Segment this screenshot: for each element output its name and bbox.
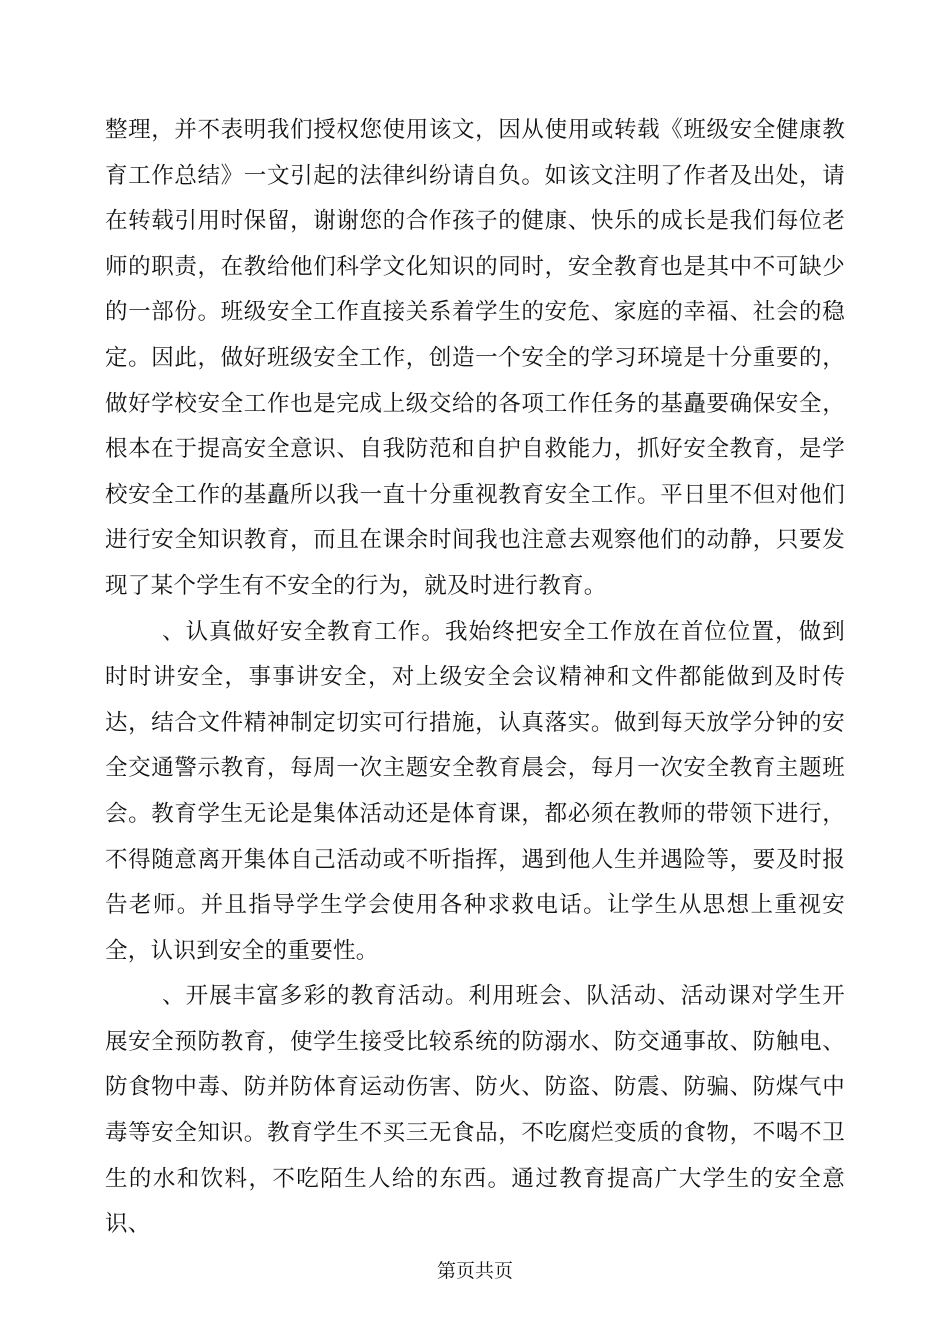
page-footer: 第页共页: [436, 1260, 513, 1282]
document-body: [105, 108, 845, 1248]
paragraph-2: 、认真做好安全教育工作。我始终把安全工作放在首位位置，做到时时讲安全，事事讲安全，对上级安全会议精神和文件都能做到及时传达，结合文件精神制定切实可行措施，认真落实。做到每天放学分钟的安全交通警示教育，每周一次主题安全教育晨会，每月一次安全教育主题班会。教育学生无论是集体活动还是体育课，都必须在教师的带领下进行，不得随意离开集体自己活动或不听指挥，遇到他人生并遇险等，要及时报告老师。并且指导学生学会使用各种求救电话。让学生从思想上重视安全，认识到安全的重要性。: [105, 618, 845, 964]
paragraph-3: 、开展丰富多彩的教育活动。利用班会、队活动、活动课对学生开展安全预防教育，使学生接受比较系统的防溺水、防交通事故、防触电、防食物中毒、防并防体育运动伤害、防火、防盗、防震、防骗、防煤气中毒等安全知识。教育学生不买三无食品，不吃腐烂变质的食物，不喝不卫生的水和饮料，不吃陌生人给的东西。通过教育提高广大学生的安全意识、: [105, 983, 845, 1238]
paragraph-1: 整理，并不表明我们授权您使用该文，因从使用或转载《班级安全健康教育工作总结》一文引起的法律纠纷请自负。如该文注明了作者及出处，请在转载引用时保留，谢谢您的合作孩子的健康、快乐的成长是我们每位老师的职责，在教给他们科学文化知识的同时，安全教育也是其中不可缺少的一部份。班级安全工作直接关系着学生的安危、家庭的幸福、社会的稳定。因此，做好班级安全工作，创造一个安全的学习环境是十分重要的，做好学校安全工作也是完成上级交给的各项工作任务的基矗要确保安全，根本在于提高安全意识、自我防范和自护自救能力，抓好安全教育，是学校安全工作的基矗所以我一直十分重视教育安全工作。平日里不但对他们进行安全知识教育，而且在课余时间我也注意去观察他们的动静，只要发现了某个学生有不安全的行为，就及时进行教育。: [105, 117, 845, 599]
